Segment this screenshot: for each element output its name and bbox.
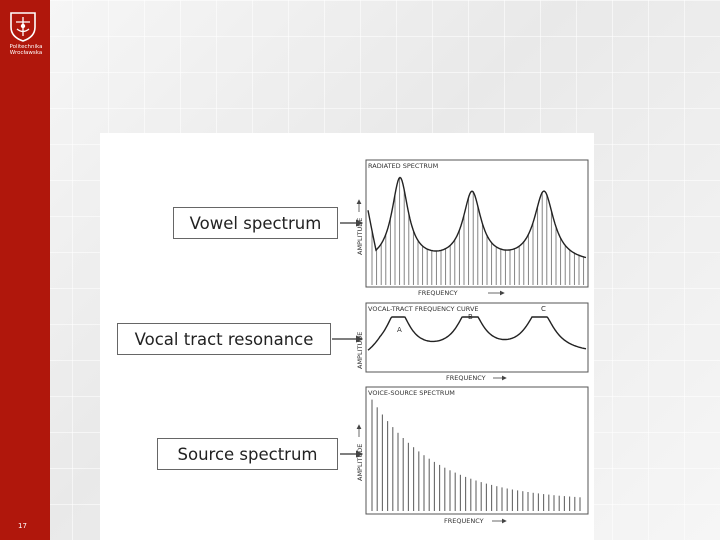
vocal-tract-y-axis: [356, 332, 364, 369]
vocal-tract-plot-frame: [366, 303, 588, 372]
source-x-axis-label: FREQUENCY: [444, 517, 484, 525]
radiated-plot-title: RADIATED SPECTRUM: [368, 162, 439, 170]
source-y-axis: [356, 425, 364, 481]
vowel-spectrum-callout: Vowel spectrum: [173, 207, 338, 239]
source-plot-frame: [366, 387, 588, 514]
radiated-spectrum-envelope: [368, 178, 586, 258]
source-y-axis-label: AMPLITUDE: [356, 443, 364, 481]
shield-logo-icon: [10, 12, 36, 42]
source-harmonic-lines: [372, 400, 580, 511]
radiated-y-axis: [356, 200, 364, 255]
page-number: 17: [18, 522, 27, 530]
source-plot-title: VOICE-SOURCE SPECTRUM: [368, 389, 455, 397]
institution-name-line2: Wrocławska: [9, 50, 43, 56]
source-x-axis: [444, 517, 506, 525]
vocal-tract-x-axis: [446, 374, 506, 382]
radiated-x-axis: [418, 289, 504, 297]
peak-label-b: B: [468, 313, 473, 321]
peak-label-a: A: [397, 326, 402, 334]
source-spectrum-callout: Source spectrum: [157, 438, 338, 470]
spectrum-figure: [100, 133, 594, 540]
radiated-y-axis-label: AMPLITUDE: [356, 217, 364, 255]
radiated-harmonic-lines: [372, 178, 584, 285]
vocal-tract-resonance-callout: Vocal tract resonance: [117, 323, 331, 355]
radiated-x-axis-label: FREQUENCY: [418, 289, 458, 297]
institution-name-line1: Politechnika: [9, 44, 43, 50]
vocal-tract-y-axis-label: AMPLITUDE: [356, 331, 364, 369]
vocal-tract-x-axis-label: FREQUENCY: [446, 374, 486, 382]
institution-name: [5, 44, 47, 56]
peak-label-c: C: [541, 305, 546, 313]
brand-sidebar: [0, 0, 50, 540]
vocal-tract-plot-title: VOCAL-TRACT FREQUENCY CURVE: [368, 305, 479, 313]
